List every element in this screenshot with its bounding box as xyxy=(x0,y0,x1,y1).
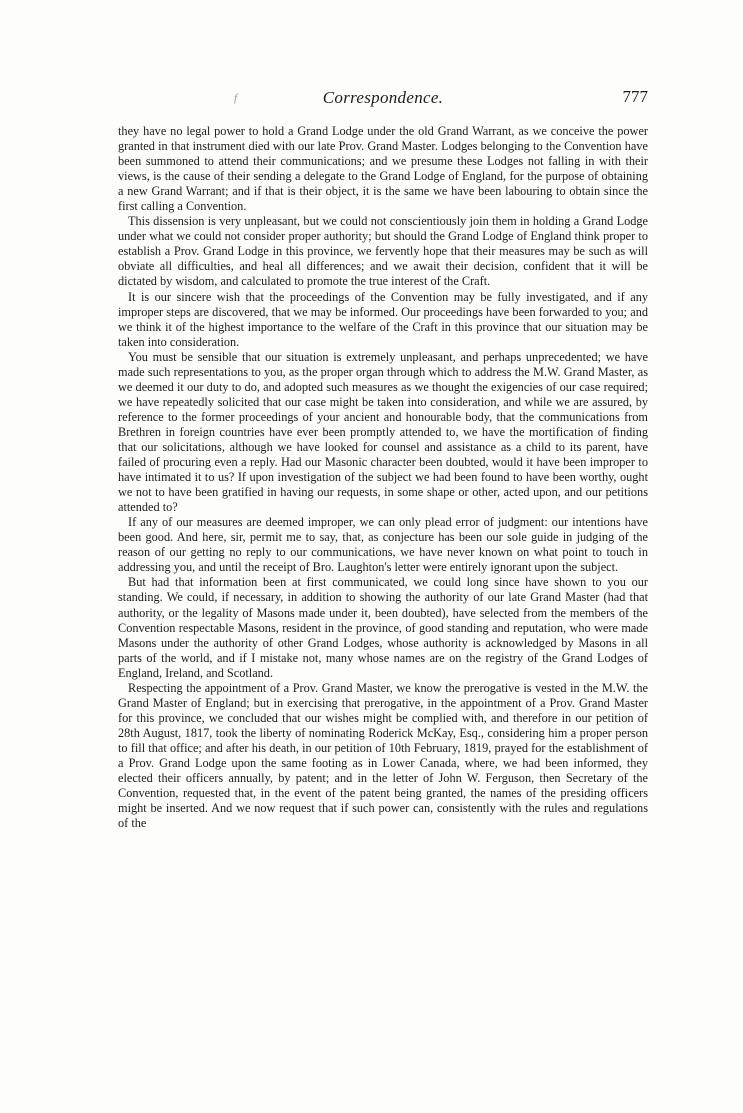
page-number: 777 xyxy=(622,87,648,106)
paragraph: But had that information been at first communicated, we could long since have shown to you our standing. We could, if necessary, in addition to showing the authority of our late Grand Master (had that authority, or the legality of Masons made under it, been doubted), have selected from the members of the Convention respectable Masons, resident in the province, of good standing and reputation, who were made Masons under the authority of other Grand Lodges, whose authority is acknowledged by Masons in all parts of the world, and if I mistake not, many whose names are on the registry of the Grand Lodges of England, Ireland, and Scotland. xyxy=(118,575,648,680)
paragraph: It is our sincere wish that the proceedings of the Convention may be fully investigated, and if any improper steps are discovered, that we may be informed. Our proceedings have been forwarded to you; and we think it of the highest importance to the welfare of the Craft in this province that our situation may be taken into consideration. xyxy=(118,289,648,349)
page-header-title: Correspondence. xyxy=(322,88,444,107)
letter-body xyxy=(118,124,648,831)
paragraph: You must be sensible that our situation is extremely unpleasant, and perhaps unprecedented; we have made such representations to you, as the proper organ through which to address the M.W. Grand Master, as we deemed it our duty to do, and adopted such measures as we thought the exigencies of our case required; we have repeatedly solicited that our case might be taken into consideration, and while we are assured, by reference to the former proceedings of your ancient and honourable body, that the communications from Brethren in foreign countries have ever been promptly attended to, we have the mortification of finding that our solicitations, although we have looked for counsel and assistance as a child to its parent, have failed of procuring even a reply. Had our Masonic character been doubted, would it have been improper to have intimated it to us? If upon investigation of the subject we had been found to have been worthy, ought we not to have been gratified in having our requests, in some shape or other, acted upon, and our petitions attended to? xyxy=(118,349,648,515)
running-header xyxy=(118,88,648,110)
paragraph: This dissension is very unpleasant, but we could not conscientiously join them in holding a Grand Lodge under what we could not consider proper authority; but should the Grand Lodge of England think proper to establish a Prov. Grand Lodge in this province, we fervently hope that their measures may be such as will obviate all difficulties, and heal all differences; and we await their decision, confident that it will be dictated by wisdom, and calculated to promote the true interest of the Craft. xyxy=(118,214,648,289)
margin-mark: f xyxy=(234,92,238,104)
paragraph-continued: they have no legal power to hold a Grand Lodge under the old Grand Warrant, as we conceive the power granted in that instrument died with our late Prov. Grand Master. Lodges belonging to the Convention have been summoned to attend their communications; and we presume these Lodges not falling in with their views, is the cause of their sending a delegate to the Grand Lodge of England, for the purpose of obtaining a new Grand Warrant; and if that is their object, it is the same we have been labouring to obtain since the first calling a Convention. xyxy=(118,124,648,214)
paragraph: Respecting the appointment of a Prov. Grand Master, we know the prerogative is vested in the M.W. the Grand Master of England; but in exercising that prerogative, in the appointment of a Prov. Grand Master for this province, we concluded that our wishes might be complied with, and therefore in our petition of 28th August, 1817, took the liberty of nominating Roderick McKay, Esq., considering him a proper person to fill that office; and after his death, in our petition of 10th February, 1819, prayed for the establishment of a Prov. Grand Lodge upon the same footing as in Lower Canada, where, we had been informed, they elected their officers annually, by patent; and in the letter of John W. Ferguson, then Secretary of the Convention, requested that, in the event of the patent being granted, the names of the presiding officers might be inserted. And we now request that if such power can, consistently with the rules and regulations of the xyxy=(118,680,648,831)
paragraph: If any of our measures are deemed improper, we can only plead error of judgment: our intentions have been good. And here, sir, permit me to say, that, as conjecture has been our sole guide in judging of the reason of our getting no reply to our communications, we have never known on what point to touch in addressing you, and until the receipt of Bro. Laughton's letter were entirely ignorant upon the subject. xyxy=(118,515,648,575)
